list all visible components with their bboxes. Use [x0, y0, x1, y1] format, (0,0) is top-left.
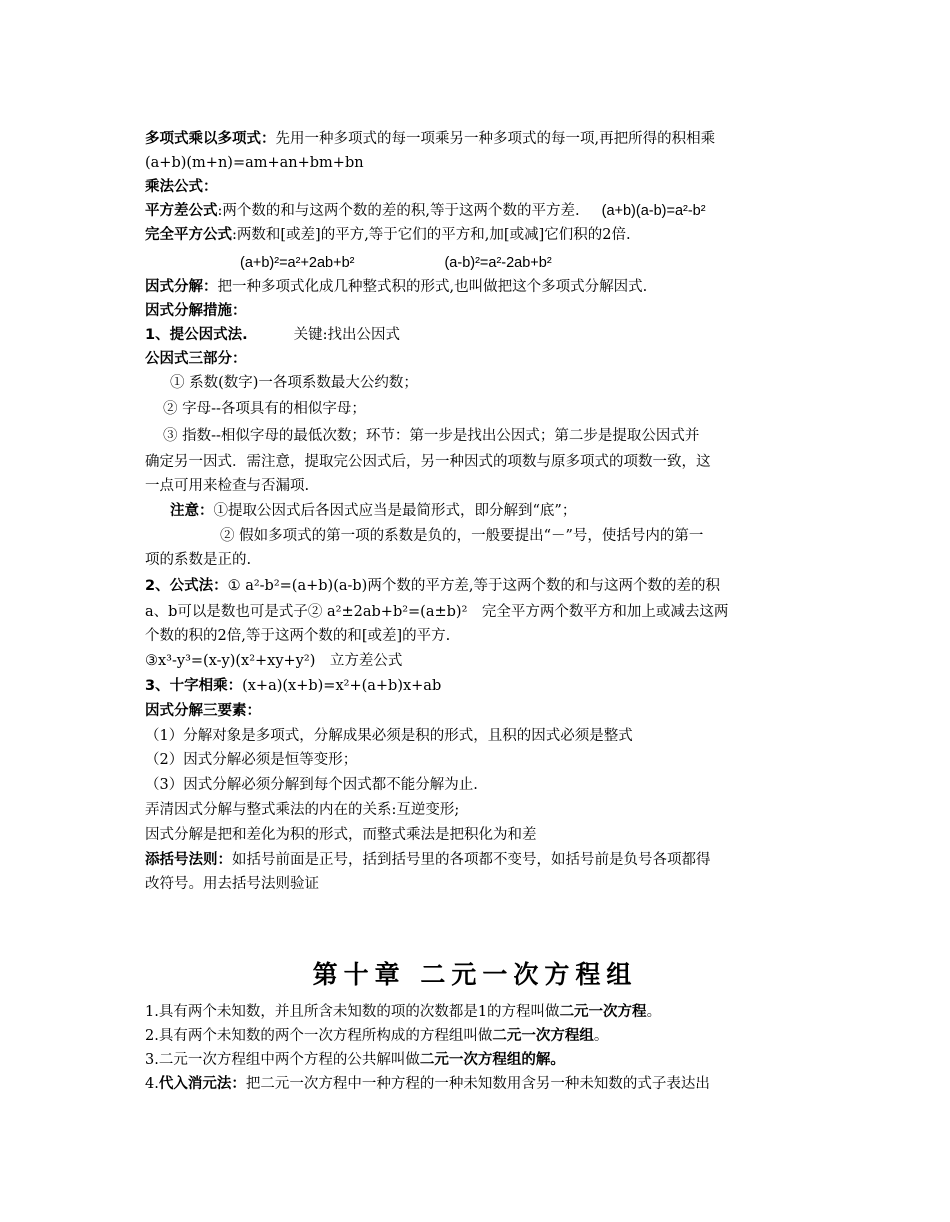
term-cross-multiplication: 3、十字相乘： [145, 678, 243, 694]
heading-factorization-methods: 因式分解措施： [145, 303, 247, 319]
chapter-item [145, 1072, 810, 1096]
key-text: 关键:找出公因式 [293, 327, 400, 343]
heading-three-elements: 因式分解三要素： [145, 703, 261, 719]
line-factorization [145, 275, 810, 299]
item-number: 4. [145, 1076, 159, 1092]
chapter-item [145, 1048, 810, 1072]
item-term: 二元一次方程组的解。 [419, 1052, 565, 1068]
heading-common-factor-parts: 公因式三部分： [145, 351, 247, 367]
item-term: 二元一次方程组 [492, 1028, 594, 1044]
chapter-item [145, 1000, 810, 1024]
item-end: 。 [646, 1004, 662, 1020]
term-factorization: 因式分解： [145, 279, 218, 295]
list-item: ① 系数(数字)一各项系数最大公约数； [170, 375, 418, 391]
paragraph-line: 因式分解是把和差化为积的形式，而整式乘法是把积化为和差 [145, 827, 537, 843]
formula: (a+b)(a-b)=a²-b² [601, 203, 706, 219]
term-note: 注意： [170, 503, 214, 519]
definition-text: :两个数的和与这两个数的差的积,等于这两个数的平方差. [217, 203, 580, 219]
chapter-title: 第十章 二元一次方程组 [312, 960, 638, 989]
line-cross-multiplication [145, 674, 810, 698]
item-text: 把二元一次方程中一种方程的一种未知数用含另一种未知数的式子表达出 [245, 1076, 710, 1092]
paragraph-line: 弄清因式分解与整式乘法的内在的关系:互逆变形; [145, 802, 460, 818]
item-text: 3.二元一次方程组中两个方程的公共解叫做 [145, 1052, 420, 1068]
list-item: ② 字母--各项具有的相似字母； [163, 401, 366, 417]
list-item: （2）因式分解必须是恒等变形； [145, 752, 358, 768]
term-bracket-rule: 添括号法则： [145, 852, 232, 868]
formula-difference-square: (a-b)²=a²-2ab+b² [444, 255, 552, 271]
paragraph-line: 个数的积的2倍,等于这两个数的和[或差]的平方. [145, 628, 451, 644]
line-perfect-square [145, 223, 810, 247]
list-item: （1）分解对象是多项式，分解成果必须是积的形式，且积的因式必须是整式 [145, 728, 633, 744]
paragraph-line: a、b可以是数也可是式子② a²±2ab+b²=(a±b)² 完全平方两个数平方和加上或减去这两 [145, 604, 729, 620]
formula: (x+a)(x+b)=x²+(a+b)x+ab [242, 678, 442, 694]
paragraph-line: 一点可用来检查与否漏项. [145, 478, 310, 494]
chapter-item [145, 1024, 810, 1048]
line-polynomial-multiplication [145, 127, 810, 151]
formula-line: (a+b)(m+n)=am+an+bm+bn [145, 155, 364, 171]
paragraph-line: 确定另一因式．需注意，提取完公因式后，另一种因式的项数与原多项式的项数一致，这 [145, 454, 711, 470]
note-text: ①提取公因式后各因式应当是最简形式，即分解到“底”； [213, 503, 577, 519]
term-common-factor-method: 1、提公因式法. [145, 327, 248, 343]
term-polynomial-multiplication: 多项式乘以多项式： [145, 131, 276, 147]
definition-text: ① a²-b²=(a+b)(a-b)两个数的平方差,等于这两个数的和与这两个数的差的积 [227, 578, 720, 594]
definition-text: 把一种多项式化成几种整式积的形式,也叫做把这个多项式分解因式. [217, 279, 648, 295]
formula-sum-square: (a+b)²=a²+2ab+b² [240, 255, 355, 271]
item-end: 。 [593, 1028, 609, 1044]
item-text: 2.具有两个未知数的两个一次方程所构成的方程组叫做 [145, 1028, 493, 1044]
term-perfect-square: 完全平方公式 [145, 227, 232, 243]
line-formula-method [145, 574, 810, 598]
list-item: ③ 指数--相似字母的最低次数；环节：第一步是找出公因式；第二步是提取公因式并 [163, 428, 700, 444]
paragraph-line: 改符号。用去括号法则验证 [145, 876, 319, 892]
definition-text: 先用一种多项式的每一项乘另一种多项式的每一项,再把所得的积相乘 [275, 131, 716, 147]
item-term: 二元一次方程 [559, 1004, 647, 1020]
definition-text: :两数和[或差]的平方,等于它们的平方和,加[或减]它们积的2倍. [232, 227, 631, 243]
item-term: 代入消元法： [158, 1076, 246, 1092]
line-square-formulas [240, 251, 810, 275]
heading-multiplication-formulas: 乘法公式： [145, 179, 218, 195]
line-common-factor-method [145, 323, 810, 347]
paragraph-line: ③x³-y³=(x-y)(x²+xy+y²) 立方差公式 [145, 653, 403, 669]
definition-text: 如括号前面是正号，括到括号里的各项都不变号，如括号前是负号各项都得 [232, 852, 711, 868]
line-difference-of-squares [145, 199, 810, 223]
paragraph-line: ② 假如多项式的第一项的系数是负的，一般要提出“－”号，使括号内的第一 [220, 528, 704, 544]
term-formula-method: 2、公式法： [145, 578, 228, 594]
paragraph-line: 项的系数是正的. [145, 552, 252, 568]
list-item: （3）因式分解必须分解到每个因式都不能分解为止. [145, 777, 478, 793]
line-note [170, 499, 810, 523]
line-bracket-rule [145, 848, 810, 872]
item-text: 1.具有两个未知数，并且所含未知数的项的次数都是1的方程叫做 [145, 1004, 560, 1020]
term-difference-of-squares: 平方差公式 [145, 203, 218, 219]
